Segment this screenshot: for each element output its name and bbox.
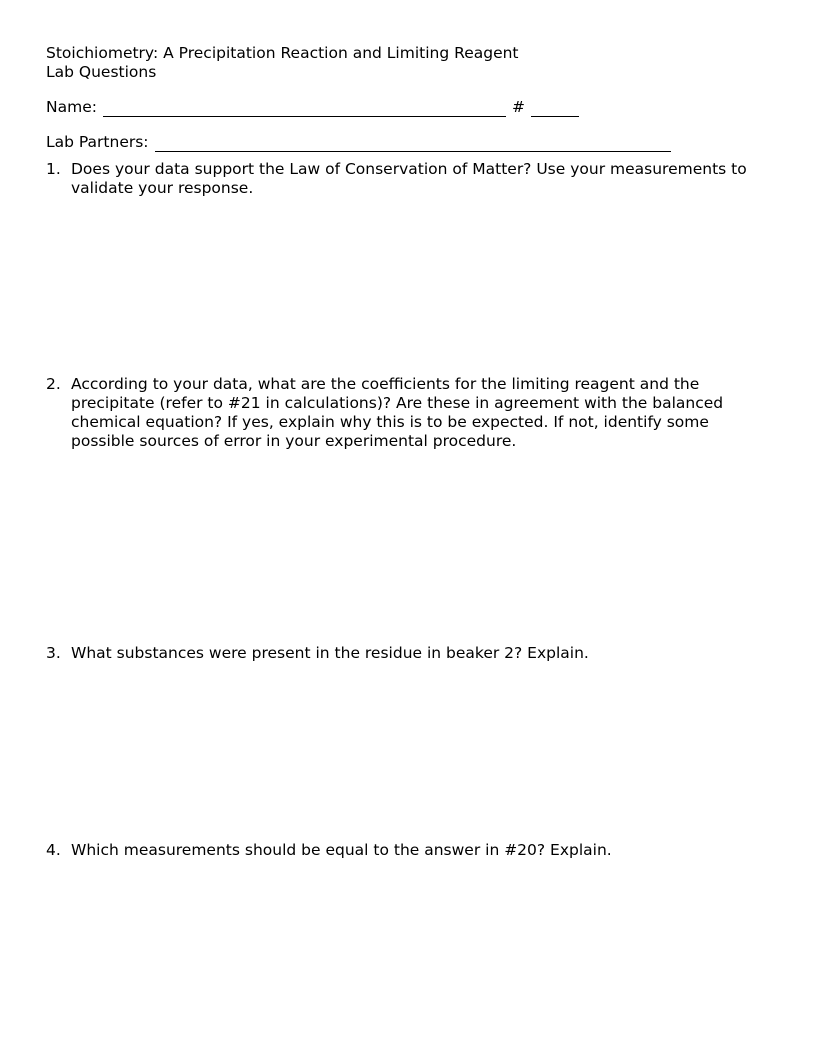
question-number: 3. bbox=[46, 644, 61, 662]
question-number: 1. bbox=[46, 160, 61, 178]
lab-partners-row bbox=[46, 133, 671, 152]
name-row bbox=[46, 98, 579, 117]
name-label: Name: bbox=[46, 98, 97, 116]
document-subtitle: Lab Questions bbox=[46, 63, 157, 81]
question-text: Does your data support the Law of Conservation of Matter? Use your measurements to validate your response. bbox=[71, 160, 747, 197]
question-2 bbox=[46, 375, 776, 451]
document-title: Stoichiometry: A Precipitation Reaction and Limiting Reagent bbox=[46, 44, 519, 62]
question-number: 2. bbox=[46, 375, 61, 393]
lab-partners-blank-line[interactable] bbox=[155, 134, 671, 152]
question-3 bbox=[46, 644, 776, 663]
number-blank-line[interactable] bbox=[531, 99, 579, 117]
number-label: # bbox=[511, 98, 525, 116]
question-text: According to your data, what are the coefficients for the limiting reagent and the precipitate (refer to #21 in calculations)? Are these in agreement with the balanced chemical equation? If yes, explain why this is to be expected. If not, identify some possible sources of error in your experimental procedure. bbox=[71, 375, 724, 450]
question-1 bbox=[46, 160, 776, 198]
question-number: 4. bbox=[46, 841, 61, 859]
question-text: Which measurements should be equal to the answer in #20? Explain. bbox=[71, 841, 612, 859]
question-4 bbox=[46, 841, 776, 860]
name-blank-line[interactable] bbox=[103, 99, 506, 117]
document-header bbox=[46, 44, 519, 82]
lab-partners-label: Lab Partners: bbox=[46, 133, 149, 151]
question-text: What substances were present in the residue in beaker 2? Explain. bbox=[71, 644, 589, 662]
